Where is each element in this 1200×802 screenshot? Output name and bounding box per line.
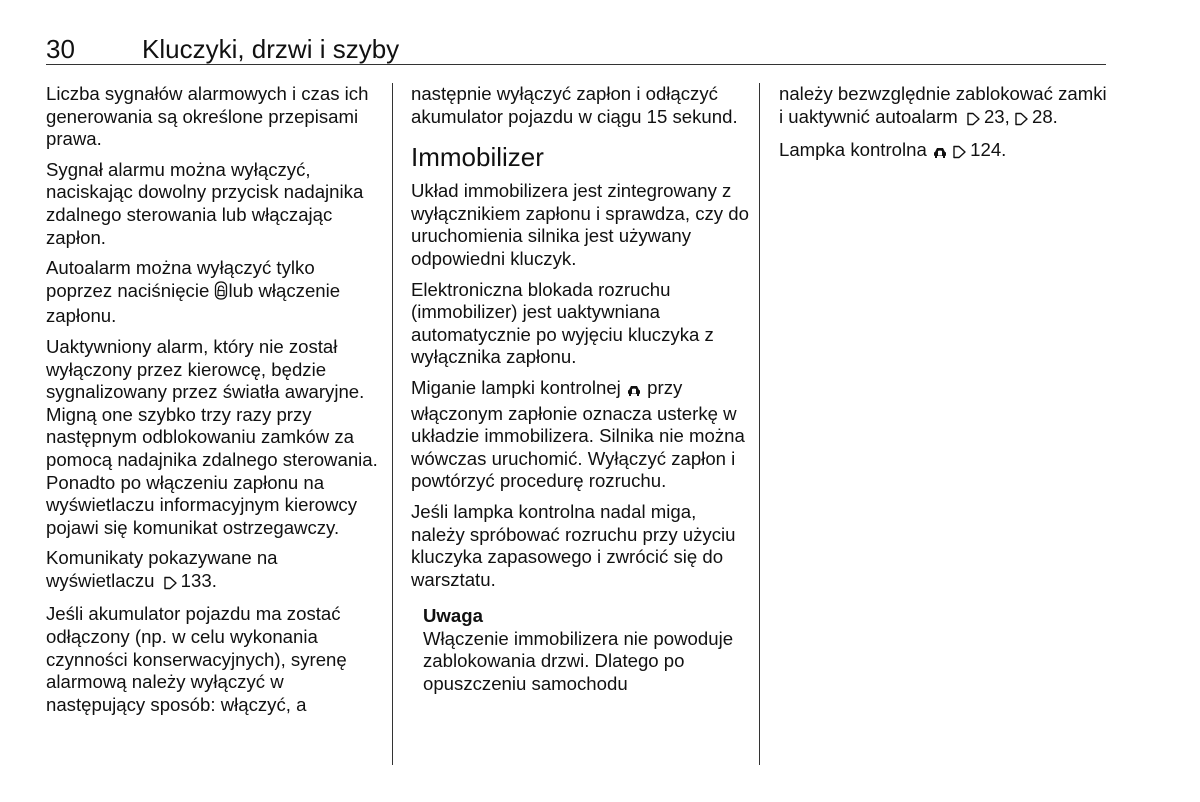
paragraph-text: należy bezwzględnie zablokować zamki i uaktywnić autoalarm [779,83,1107,127]
note-box [423,605,751,695]
page-reference[interactable]: 28. [1032,105,1058,127]
arrow-icon [164,573,177,596]
column-divider [759,83,760,765]
paragraph: Układ immobilizera jest zintegrowany z wyłącznikiem zapłonu i sprawdza, czy do uruchomienia silnika jest używany odpowiedni kluczyk. [411,180,749,269]
header-divider [46,64,1106,65]
paragraph-text: Lampka kontrolna [779,139,927,161]
unlock-icon [214,281,228,306]
page-header [46,34,1106,66]
paragraph [411,377,751,493]
paragraph-text: Autoalarm można wyłączyć tylko poprzez naciśnięcie [46,257,315,301]
page-reference[interactable]: 23, [983,105,1010,127]
column-2 [411,83,751,696]
page-title: Kluczyki, drzwi i szyby [142,34,400,64]
paragraph-text: Komunikaty pokazywane na wyświetlaczu [46,547,278,591]
arrow-icon [1015,109,1028,132]
paragraph-text: lub włączenie zapłonu. [46,279,341,327]
immobilizer-icon [932,142,948,165]
paragraph [779,139,1109,165]
column-divider [392,83,393,765]
paragraph: Jeśli akumulator pojazdu ma zostać odłączony (np. w celu wykonania czynności konserwacyjnych), syrenę alarmową należy wyłączyć w następujący sposób: włączyć, a [46,603,347,715]
paragraph: Uaktywniony alarm, który nie został wyłączony przez kierowcę, będzie sygnalizowany przez światła awaryjne. Migną one szybko trzy razy przy następnym odblokowaniu zamków za pomocą nadajnika zdalnego sterowania. Ponadto po włączeniu zapłonu na wyświetlaczu informacyjnym kierowcy pojawi się komunikat ostrzegawczy. [46,335,378,538]
arrow-icon [967,109,980,132]
page-reference[interactable]: 133. [180,569,217,591]
paragraph-text: przy włączonym zapłonie oznacza usterkę w układzie immobilizera. Silnika nie można wówczas uruchomić. Wyłączyć zapłon i powtórzyć procedurę rozruchu. [411,376,745,492]
column-3 [779,83,1109,173]
paragraph [46,547,381,595]
paragraph: Jeśli lampka kontrolna nadal miga, należy spróbować rozruchu przy użyciu kluczyka zapasowego i zwrócić się do warsztatu. [411,500,736,590]
column-1 [46,83,381,724]
page-reference[interactable]: 124. [970,139,1007,161]
note-text: Włączenie immobilizera nie powoduje zablokowania drzwi. Dlatego po opuszczeniu samochodu [423,627,734,695]
paragraph: Sygnał alarmu można wyłączyć, naciskając dowolny przycisk nadajnika zdalnego sterowania lub włączając zapłon. [46,158,364,248]
arrow-icon [953,142,966,165]
immobilizer-icon [626,380,642,403]
paragraph: Elektroniczna blokada rozruchu (immobilizer) jest uaktywniana automatycznie po wyjęciu kluczyka z wyłącznika zapłonu. [411,278,714,368]
section-heading: Immobilizer [411,142,544,173]
note-heading: Uwaga [423,605,483,627]
paragraph-text: Miganie lampki kontrolnej [411,376,621,398]
paragraph [779,83,1109,131]
page-number: 30 [46,34,75,64]
paragraph: Liczba sygnałów alarmowych i czas ich generowania są określone przepisami prawa. [46,83,369,150]
paragraph: następnie wyłączyć zapłon i odłączyć akumulator pojazdu w ciągu 15 sekund. [411,83,738,127]
paragraph [46,257,381,328]
